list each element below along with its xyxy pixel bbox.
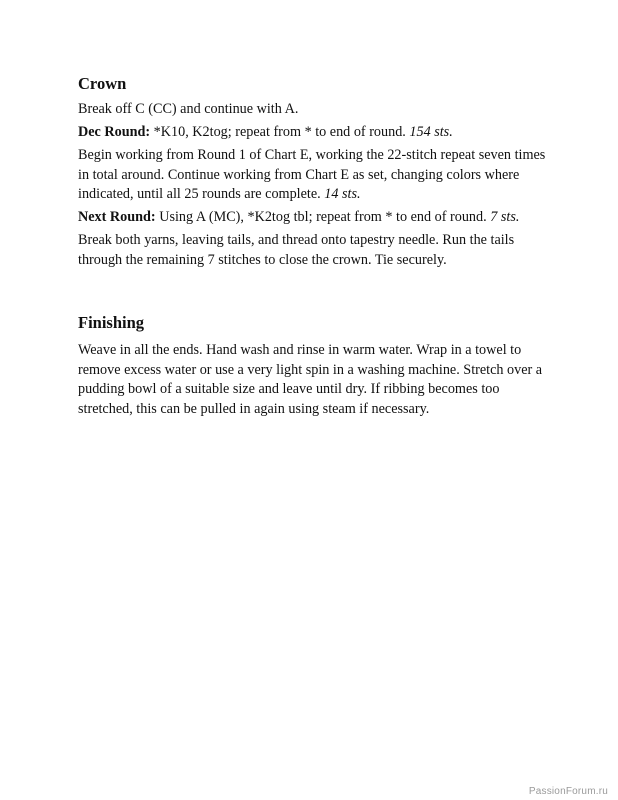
chart-e-text: Begin working from Round 1 of Chart E, working the 22-stitch repeat seven times in total around. Continue working from Chart E as set, changing colors where indicated, until all 25 rounds are complete. <box>78 147 546 202</box>
crown-paragraph-dec-round <box>78 123 548 143</box>
finishing-heading: Finishing <box>78 313 145 332</box>
crown-paragraph-break-off-text: Break off C (CC) and continue with A. <box>78 101 299 117</box>
crown-heading: Crown <box>78 74 127 93</box>
next-round-text: Using A (MC), *K2tog tbl; repeat from * to end of round. <box>155 209 491 225</box>
finishing-text: Weave in all the ends. Hand wash and rinse in warm water. Wrap in a towel to remove excess water or use a very light spin in a washing machine. Stretch over a pudding bowl of a suitable size and leave until dry. If ribbing becomes too stretched, this can be pulled in again using steam if necessary. <box>78 342 543 417</box>
crown-paragraph-break-yarns <box>78 231 548 270</box>
dec-round-text: *K10, K2tog; repeat from * to end of round. <box>150 124 410 140</box>
chart-e-count: 14 sts. <box>324 186 361 202</box>
crown-paragraph-chart-e <box>78 146 548 205</box>
dec-round-label: Dec Round: <box>78 124 151 140</box>
watermark: PassionForum.ru <box>528 786 608 797</box>
next-round-count: 7 sts. <box>490 209 520 225</box>
dec-round-count: 154 sts. <box>409 124 453 140</box>
crown-body <box>78 100 548 274</box>
finishing-paragraph <box>78 341 548 419</box>
break-yarns-text: Break both yarns, leaving tails, and thread onto tapestry needle. Run the tails through the remaining 7 stitches to close the crown. Tie securely. <box>78 232 515 268</box>
finishing-body <box>78 341 548 419</box>
crown-paragraph-break-off <box>78 100 548 120</box>
next-round-label: Next Round: <box>78 209 156 225</box>
crown-paragraph-next-round <box>78 208 548 228</box>
